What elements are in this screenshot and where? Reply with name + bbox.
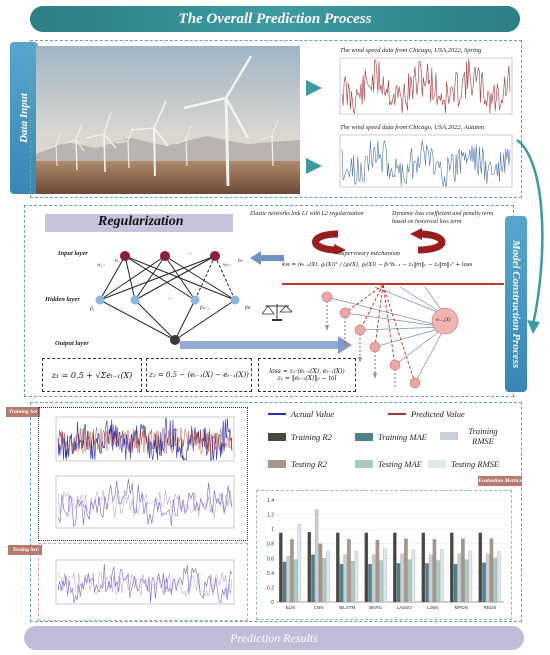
y-tick-label: 1.4: [267, 498, 274, 504]
supervisory-label: Supervisory mechanism: [338, 250, 400, 257]
arrow-to-autumn: [306, 158, 322, 174]
model-construction-label: Model Construction Process: [510, 239, 522, 369]
legend-predicted-label: Predicted Value: [411, 409, 465, 419]
bar-testing-rmse: [440, 550, 443, 602]
bar-testing-r2: [347, 539, 350, 602]
bar-testing-rmse: [383, 549, 386, 602]
x-tick-label: LASSO: [396, 605, 412, 610]
arrow-to-spring: [306, 80, 322, 96]
legend-testing-r2: Testing R2: [268, 459, 327, 469]
bar-training-rmse: [344, 555, 347, 602]
bar-training-rmse: [458, 554, 461, 602]
testing-set-tag: Testing Set: [8, 545, 42, 555]
legend-training-mae: Training MAE: [355, 432, 427, 442]
hidden-layer-label: Hidden layer: [45, 296, 80, 303]
bar-training-r2: [422, 533, 425, 602]
x-tick-label: BKRG: [369, 605, 383, 610]
wn-label: wₙ₋: [223, 262, 232, 268]
target-node-label: eₜ₋₁(X): [436, 318, 451, 323]
training-bottom-chart: [52, 474, 238, 534]
y-tick-label: 0.2: [267, 585, 274, 592]
legend-training-r2: Training R2: [268, 432, 332, 442]
legend-training-rmse: Training RMSE: [440, 426, 503, 446]
bar-testing-r2: [290, 539, 293, 602]
bar-training-r2: [308, 532, 311, 602]
wind-turbine-photo: [36, 46, 300, 194]
hidden-node-n1: [191, 296, 200, 305]
bar-training-r2: [336, 533, 339, 602]
dynamic-loss-note: Dynamic loss coefficient and penalty term based on historical loss term: [392, 211, 494, 225]
data-input-label: Data Input: [18, 93, 30, 143]
input-ellipsis: ...: [188, 250, 193, 256]
legend-actual-label: Actual Value: [291, 409, 335, 419]
bar-testing-r2: [490, 539, 493, 602]
bar-training-r2: [365, 533, 368, 602]
ksi-formula: ksi = ⟨eₜ₋₁(X), gₜ(X)⟩² / ⟨gₜ(X), gₜ(X)⟩ − βₜ²δₜ₋₁ − z₁‖m‖₁ − z₂‖m‖₂² + loss: [282, 262, 473, 268]
bar-training-rmse: [315, 509, 318, 602]
bar-testing-r2: [319, 544, 322, 602]
b1-label: b₁: [115, 258, 120, 264]
input-layer-label: Input layer: [58, 250, 88, 257]
bar-training-r2: [450, 533, 453, 602]
bar-testing-mae: [465, 560, 468, 602]
bar-testing-r2: [461, 539, 464, 602]
bar-training-mae: [397, 563, 400, 602]
series-line: [342, 140, 510, 186]
model-construction-tab: [505, 216, 527, 392]
plot-frame: [340, 58, 512, 114]
beta-n1-label: βₙ₋₁: [200, 305, 210, 311]
evaluation-metrics-tag: Evaluation Metrics: [478, 478, 522, 484]
y-tick-label: 1: [271, 527, 274, 534]
bar-training-rmse: [372, 555, 375, 602]
bar-testing-rmse: [412, 550, 415, 602]
testing-chart: [52, 558, 238, 610]
legend-actual: [268, 409, 334, 419]
bar-testing-rmse: [469, 551, 472, 602]
elastic-note: Elastic networks link L1 with L2 regularization: [250, 211, 364, 217]
x-tick-label: ELM: [285, 605, 295, 610]
legend-testing-rmse: Testing RMSE: [428, 459, 499, 469]
spring-wind-chart: [336, 56, 516, 120]
formula-loss: loss = z₁·⟨eₜ₋₁(X), eₜ₋₁(X)⟩: [269, 368, 345, 375]
formula-z1-tol: z₁ = ‖eₜ₋₁(X)‖₂ − tol: [277, 375, 337, 382]
hidden-node-n: [231, 296, 240, 305]
y-tick-label: 1.2: [267, 512, 274, 519]
y-tick-label: 0: [271, 600, 274, 606]
bar-testing-rmse: [326, 551, 329, 602]
bar-testing-mae: [351, 561, 354, 602]
regularization-title: Regularization: [98, 214, 184, 229]
bar-testing-r2: [433, 539, 436, 602]
beta-n-label: βn: [245, 305, 251, 311]
y-tick-label: 0.6: [267, 556, 274, 563]
legend-actual-line: [268, 413, 286, 415]
bar-testing-mae: [408, 560, 411, 602]
bar-training-rmse: [429, 555, 432, 602]
x-tick-label: RELM: [483, 605, 497, 610]
input-node-1: [120, 251, 130, 261]
bar-testing-rmse: [497, 552, 500, 602]
formula-z2-box: [146, 358, 252, 392]
autumn-wind-chart: [336, 133, 516, 193]
x-tick-label: CNN: [313, 605, 324, 610]
bar-training-rmse: [401, 554, 404, 602]
bar-testing-mae: [294, 560, 297, 602]
y-tick-label: 0.8: [267, 541, 274, 548]
formula-z2: z₂ = 0.5 − (eₜ₋₁(X) − eₜ₋₁(X)): [149, 371, 249, 379]
hidden-ellipsis: ...: [168, 295, 173, 301]
metrics-bar-chart: [258, 494, 508, 616]
page-title: The Overall Prediction Process: [30, 6, 520, 32]
hidden-node-1: [96, 296, 105, 305]
x-tick-label: MPDN: [454, 605, 468, 610]
bar-training-mae: [340, 564, 343, 602]
output-layer-label: Output layer: [55, 340, 89, 347]
bar-testing-r2: [376, 540, 379, 602]
bar-testing-rmse: [355, 551, 358, 602]
bn-label: bₙ: [238, 258, 243, 264]
arrow-left-blue: [250, 252, 284, 264]
bar-training-mae: [311, 555, 314, 602]
bar-testing-mae: [436, 560, 439, 602]
x-tick-label: L2NN: [426, 605, 439, 610]
input-node-n: [210, 251, 220, 261]
bar-testing-rmse: [298, 524, 301, 602]
output-node: [170, 335, 180, 345]
prediction-results-banner: Prediction Results: [24, 626, 524, 650]
formula-z1-box: [42, 358, 142, 392]
legend-testing-mae: Testing MAE: [355, 459, 422, 469]
bar-testing-mae: [379, 560, 382, 602]
bar-training-r2: [393, 533, 396, 602]
training-set-tag: Training Set: [6, 407, 40, 417]
spring-caption: The wind speed data from Chicago, USA,2022, Spring: [340, 47, 482, 54]
bar-training-r2: [479, 533, 482, 602]
legend-predicted-line: [388, 413, 406, 415]
bar-training-mae: [283, 562, 286, 602]
autumn-caption: The wind speed data from Chicago, USA,2022, Autumn: [340, 124, 485, 131]
formula-loss-box: [258, 358, 356, 392]
input-node-2: [160, 251, 170, 261]
hidden-node-2: [131, 296, 140, 305]
legend-predicted: [388, 409, 465, 419]
bar-training-mae: [368, 564, 371, 602]
formula-z1: z₁ = 0.5 + √Σeₜ₋₁(X): [51, 370, 133, 380]
bar-training-rmse: [287, 556, 290, 602]
bar-training-mae: [425, 563, 428, 602]
series-line: [342, 59, 510, 113]
bar-testing-mae: [322, 558, 325, 602]
bar-training-mae: [482, 563, 485, 602]
bar-training-mae: [454, 564, 457, 602]
series-line-2: [58, 490, 232, 518]
bar-testing-mae: [493, 558, 496, 602]
bar-training-rmse: [486, 554, 489, 602]
balance-scale-icon: [262, 300, 292, 322]
x-tick-label: BiLSTM: [339, 605, 356, 610]
y-tick-label: 0.4: [267, 570, 274, 577]
beta1-label: β₁: [90, 306, 95, 312]
w1-label: w₁₋: [97, 262, 106, 268]
bar-testing-r2: [404, 539, 407, 602]
training-top-chart: [52, 415, 238, 467]
bar-training-r2: [279, 533, 282, 602]
